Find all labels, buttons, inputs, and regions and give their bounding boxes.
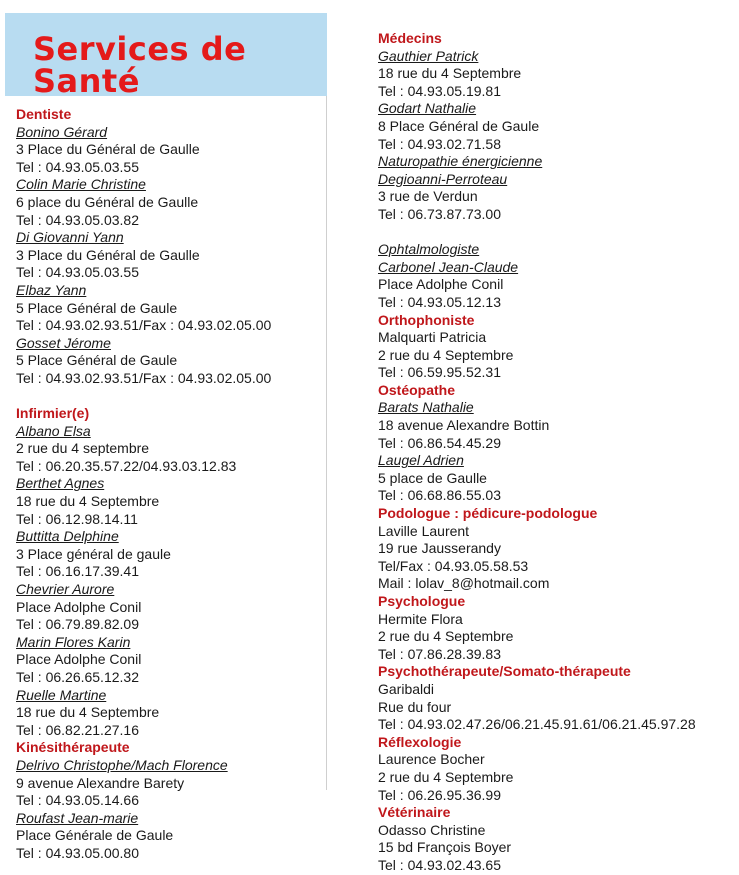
detail-line: Tel : 06.26.95.36.99: [378, 786, 501, 803]
detail-line: Tel : 06.26.65.12.32: [16, 669, 139, 685]
practitioner-name: Delrivo Christophe/Mach Florence: [16, 756, 228, 773]
detail-line: 2 rue du 4 Septembre: [378, 346, 514, 363]
detail-line: Tel : 06.86.54.45.29: [378, 434, 501, 451]
category-heading: Infirmier(e): [16, 405, 90, 422]
practitioner-name: Albano Elsa: [16, 422, 91, 439]
detail-line: 2 rue du 4 Septembre: [378, 768, 514, 785]
detail-line: 5 place de Gaulle: [378, 469, 487, 486]
detail-line: Tel : 06.82.21.27.16: [16, 721, 139, 738]
detail-line: 9 avenue Alexandre Barety: [16, 774, 185, 791]
detail-line: Tel : 04.93.05.14.66: [16, 792, 139, 809]
detail-line: 15 bd François Boyer: [378, 839, 512, 856]
category-heading: Kinésithérapeute: [16, 739, 130, 756]
category-heading: Dentiste: [16, 106, 72, 122]
detail-line: Tel : 04.93.05.00.80: [16, 844, 139, 861]
spacer: [16, 388, 326, 406]
practitioner-name: Carbonel Jean-Claude: [378, 258, 519, 275]
detail-line: 18 rue du 4 Septembre: [16, 493, 160, 510]
practitioner-name: Chevrier Aurore: [16, 581, 115, 598]
header-banner: [5, 13, 327, 100]
detail-line: 18 rue du 4 Septembre: [16, 704, 160, 721]
detail-line: Tel : 06.79.89.82.09: [16, 616, 139, 633]
detail-line: Tel : 06.59.95.52.31: [378, 364, 501, 381]
detail-line: Garibaldi: [378, 680, 435, 697]
right-column: [378, 30, 738, 875]
practitioner-name: Marin Flores Karin: [16, 633, 131, 650]
category-heading: Orthophoniste: [378, 311, 475, 328]
detail-line: Mail : lolav_8@hotmail.com: [378, 575, 550, 592]
practitioner-name: Roufast Jean-marie: [16, 809, 139, 826]
category-heading: Podologue : pédicure-podologue: [378, 505, 598, 522]
detail-line: Tel : 06.20.35.57.22/04.93.03.12.83: [16, 457, 237, 474]
practitioner-name: Gosset Jérome: [16, 334, 111, 351]
detail-line: Tel : 06.68.86.55.03: [378, 487, 501, 504]
detail-line: Odasso Christine: [378, 821, 486, 838]
practitioner-name: Buttitta Delphine: [16, 528, 119, 545]
practitioner-name: Laugel Adrien: [378, 452, 464, 469]
detail-line: Tel : 04.93.02.47.26/06.21.45.91.61/06.21.45.97.28: [378, 716, 696, 733]
detail-line: Tel : 04.93.02.93.51/Fax : 04.93.02.05.00: [16, 369, 272, 386]
detail-line: Tel : 04.93.02.93.51/Fax : 04.93.02.05.00: [16, 317, 272, 334]
category-heading: Réflexologie: [378, 733, 462, 750]
detail-line: Tel : 04.93.02.71.58: [378, 135, 501, 152]
detail-line: Place Adolphe Conil: [16, 651, 142, 668]
detail-line: 3 Place du Général de Gaulle: [16, 141, 200, 158]
detail-line: Tel : 07.86.28.39.83: [378, 645, 501, 662]
practitioner-name: Ruelle Martine: [16, 686, 107, 703]
spacer: [378, 224, 738, 242]
practitioner-name: Barats Nathalie: [378, 399, 474, 416]
detail-line: Malquarti Patricia: [378, 329, 487, 346]
detail-line: Place Générale de Gaule: [16, 827, 174, 844]
practitioner-name: Colin Marie Christine: [16, 176, 146, 193]
practitioner-name: Godart Nathalie: [378, 100, 477, 117]
detail-line: 18 avenue Alexandre Bottin: [378, 417, 550, 434]
detail-line: Tel : 06.16.17.39.41: [16, 563, 139, 580]
detail-line: 3 Place du Général de Gaulle: [16, 246, 200, 263]
page-title: Services de Santé: [33, 30, 247, 100]
category-heading: Vétérinaire: [378, 804, 451, 821]
practitioner-name: Ophtalmologiste: [378, 241, 480, 258]
column-divider: [326, 96, 327, 790]
practitioner-name: Bonino Gérard: [16, 123, 108, 140]
detail-line: Tel : 04.93.05.03.82: [16, 211, 139, 228]
detail-line: 19 rue Jausserandy: [378, 540, 501, 557]
detail-line: Place Adolphe Conil: [16, 598, 142, 615]
detail-line: Laurence Bocher: [378, 751, 485, 768]
detail-line: 8 Place Général de Gaule: [378, 117, 540, 134]
category-heading: Ostéopathe: [378, 381, 456, 398]
detail-line: 5 Place Général de Gaule: [16, 352, 178, 369]
practitioner-name: Gauthier Patrick: [378, 47, 479, 64]
detail-line: Tel/Fax : 04.93.05.58.53: [378, 557, 529, 574]
category-heading: Médecins: [378, 30, 442, 46]
detail-line: Tel : 04.93.05.12.13: [378, 293, 501, 310]
detail-line: Hermite Flora: [378, 610, 463, 627]
detail-line: Tel : 06.73.87.73.00: [378, 205, 501, 222]
left-column: [16, 106, 326, 863]
detail-line: Tel : 04.93.05.03.55: [16, 264, 139, 281]
practitioner-name: Di Giovanni Yann: [16, 229, 124, 246]
detail-line: Tel : 04.93.05.19.81: [378, 82, 501, 99]
practitioner-name: Naturopathie énergicienne: [378, 153, 543, 170]
detail-line: 18 rue du 4 Septembre: [378, 65, 522, 82]
detail-line: Laville Laurent: [378, 522, 470, 539]
detail-line: 5 Place Général de Gaule: [16, 299, 178, 316]
detail-line: 3 rue de Verdun: [378, 188, 478, 205]
practitioner-name: Elbaz Yann: [16, 281, 87, 298]
practitioner-name: Degioanni-Perroteau: [378, 170, 508, 187]
detail-line: Tel : 04.93.05.03.55: [16, 158, 139, 175]
detail-line: 3 Place général de gaule: [16, 545, 171, 562]
detail-line: Place Adolphe Conil: [378, 276, 504, 293]
detail-line: Tel : 04.93.02.43.65: [378, 856, 501, 873]
detail-line: 6 place du Général de Gaulle: [16, 193, 199, 210]
detail-line: Tel : 06.12.98.14.11: [16, 510, 138, 527]
detail-line: 2 rue du 4 Septembre: [378, 628, 514, 645]
category-heading: Psychologue: [378, 593, 466, 609]
detail-line: 2 rue du 4 septembre: [16, 440, 150, 457]
detail-line: Rue du four: [378, 698, 452, 715]
category-heading: Psychothérapeute/Somato-thérapeute: [378, 663, 631, 680]
practitioner-name: Berthet Agnes: [16, 475, 105, 492]
